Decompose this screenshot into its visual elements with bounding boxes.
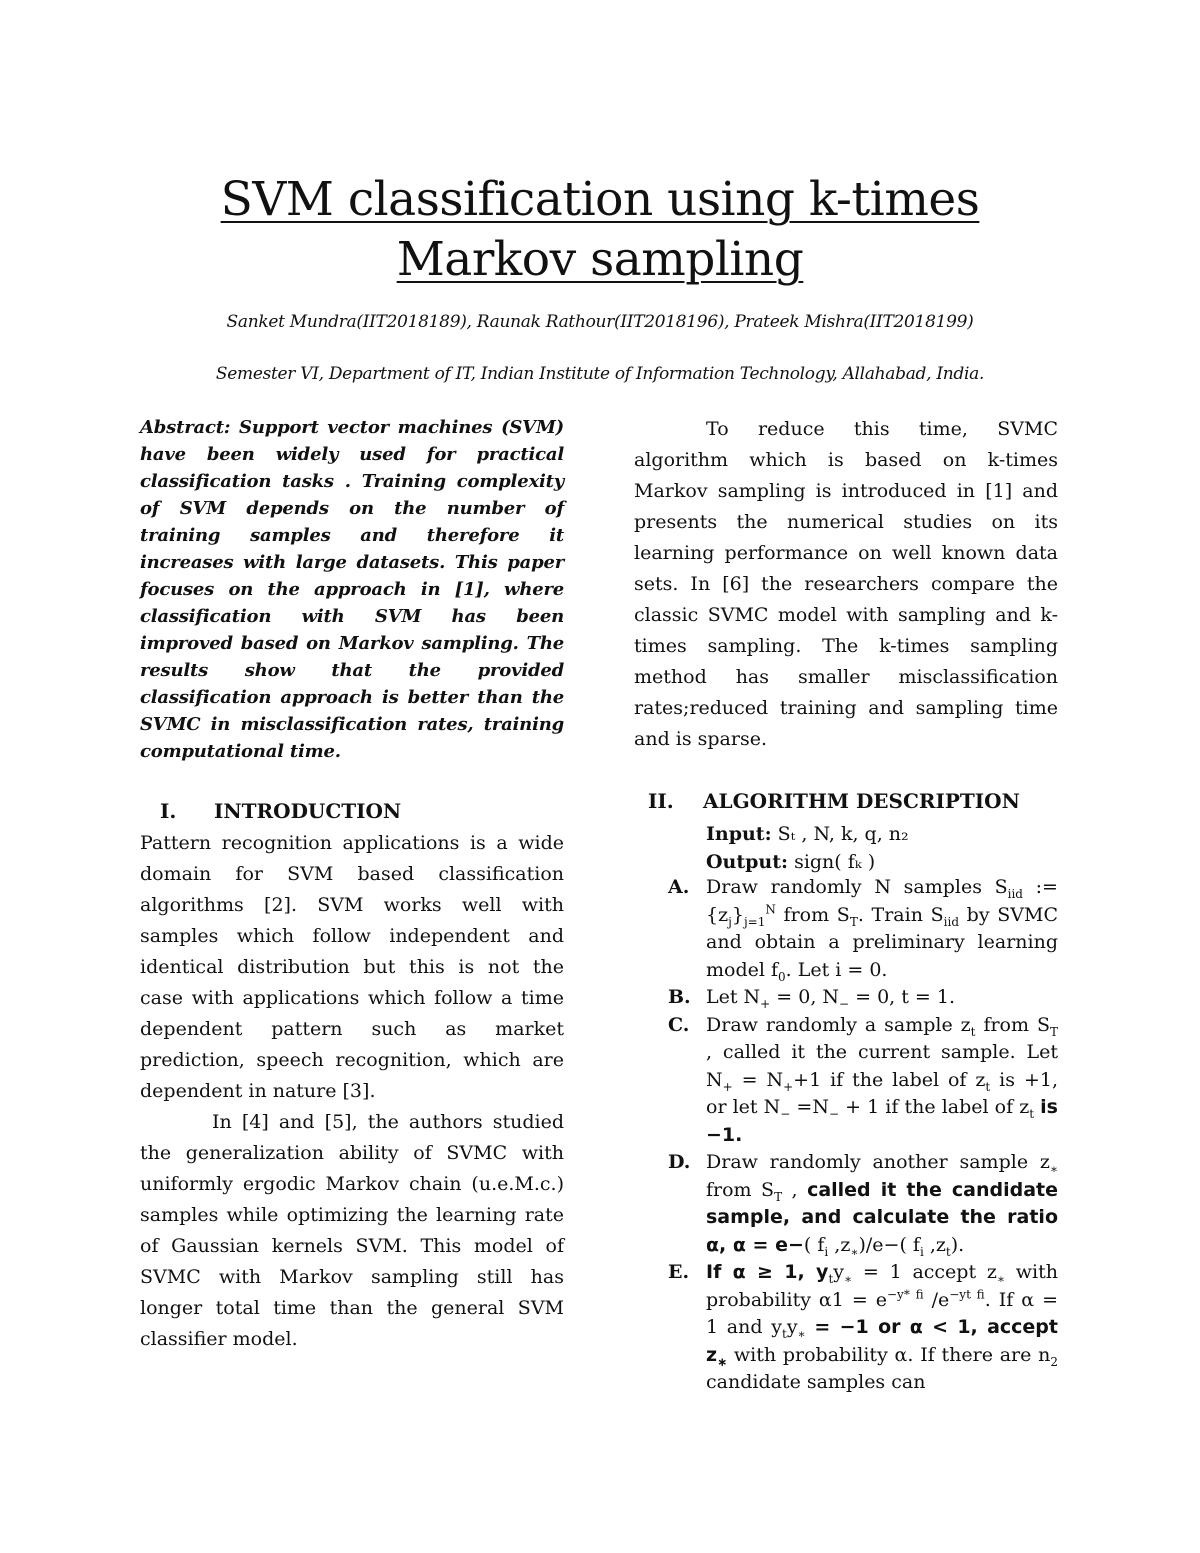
algorithm-io xyxy=(706,820,909,876)
paper-title: SVM classification using k-times Markov sampling xyxy=(220,172,980,287)
step-label: B. xyxy=(668,986,691,1008)
affiliation: Semester VI, Department of IT, Indian Institute of Information Technology, Allahabad, India. xyxy=(215,364,985,384)
output-label: Output: xyxy=(706,851,789,873)
step-label: C. xyxy=(668,1013,690,1036)
algorithm-output xyxy=(706,848,909,876)
output-value: sign( fₖ ) xyxy=(788,851,876,873)
section-heading-introduction xyxy=(160,798,401,824)
input-value: Sₜ , N, k, q, n₂ xyxy=(771,823,909,845)
step-text: Draw randomly N samples $S_{iid}$ := $\{z_j\}_{j=1}^N$ from $S_T$. Train $S_{iid}$ by SVMC and obtain a preliminary learning model $f_0$. Let i = 0. xyxy=(706,876,1058,984)
step-e xyxy=(664,1259,1058,1397)
step-text: Draw randomly another sample $z_∗$ from $S_T$ , called it the candidate sample, and calculate the ratio α, α = e−( $f_i$ $,z_∗)/e-$( $f_i$ $,z_t$). xyxy=(706,1151,1058,1259)
step-b xyxy=(664,984,1058,1012)
step-label: D. xyxy=(668,1151,691,1173)
step-label: E. xyxy=(668,1261,690,1283)
introduction-body xyxy=(140,828,564,1355)
algorithm-input xyxy=(706,820,909,848)
step-c xyxy=(664,1012,1058,1150)
right-column-intro xyxy=(634,414,1058,755)
step-text: If α ≥ 1, $y_ty_∗ = 1$ accept $z_∗$ with probability $\alpha 1 = e^{-y* fi}$ $/e^{-yt fi}$. If α = 1 and $y_ty_∗ = -1$ or α < 1, accept $z_∗$ with probability α. If there are $n_2$ candidate samples can xyxy=(706,1261,1058,1393)
section-number: II. xyxy=(648,789,674,813)
intro-paragraph-1: Pattern recognition applications is a wide domain for SVM based classification algorithms [2]. SVM works well with samples which follow independent and identical distribution but this is not the case with applications which follow a time dependent pattern such as market prediction, speech recognition, which are dependent in nature [3]. xyxy=(140,832,564,1102)
right-intro-paragraph: To reduce this time, SVMC algorithm which is based on k-times Markov sampling is introduced in [1] and presents the numerical studies on its learning performance on well known data sets. In [6] the researchers compare the classic SVMC model with sampling and k-times sampling. The k-times sampling method has smaller misclassification rates;reduced training and sampling time and is sparse. xyxy=(634,418,1058,750)
step-text: Let $N_+ = 0$, $N_- = 0$, t = 1. xyxy=(706,986,956,1011)
abstract: Abstract: Support vector machines (SVM) have been widely used for practical classification tasks . Training complexity of SVM depends on the number of training samples and therefore it increases with large datasets. This paper focuses on the approach in [1], where classification with SVM has been improved based on Markov sampling. The results show that the provided classification approach is better than the SVMC in misclassification rates, training computational time. xyxy=(140,417,564,762)
section-heading-algorithm xyxy=(648,788,1020,814)
step-d xyxy=(664,1149,1058,1259)
step-a xyxy=(664,874,1058,984)
step-label: A. xyxy=(668,876,690,898)
section-title: INTRODUCTION xyxy=(214,799,402,823)
input-label: Input: xyxy=(706,823,772,845)
section-title: ALGORITHM DESCRIPTION xyxy=(703,789,1020,813)
author-list: Sanket Mundra(IIT2018189), Raunak Rathour(IIT2018196), Prateek Mishra(IIT2018199) xyxy=(226,312,974,332)
intro-paragraph-2: In [4] and [5], the authors studied the generalization ability of SVMC with uniformly ergodic Markov chain (u.e.M.c.) samples while optimizing the learning rate of Gaussian kernels SVM. This model of SVMC with Markov sampling still has longer total time than the general SVM classifier model. xyxy=(140,1111,564,1350)
algorithm-steps xyxy=(664,874,1058,1397)
section-number: I. xyxy=(160,799,177,823)
step-text: Draw randomly a sample $z_t$ from $S_T$ , called it the current sample. Let $N_+ = N_++1$ if the label of $z_t$ is +1, or let $N_- =N_- + 1$ if the label of $z_t$ is −1. xyxy=(706,1013,1058,1146)
